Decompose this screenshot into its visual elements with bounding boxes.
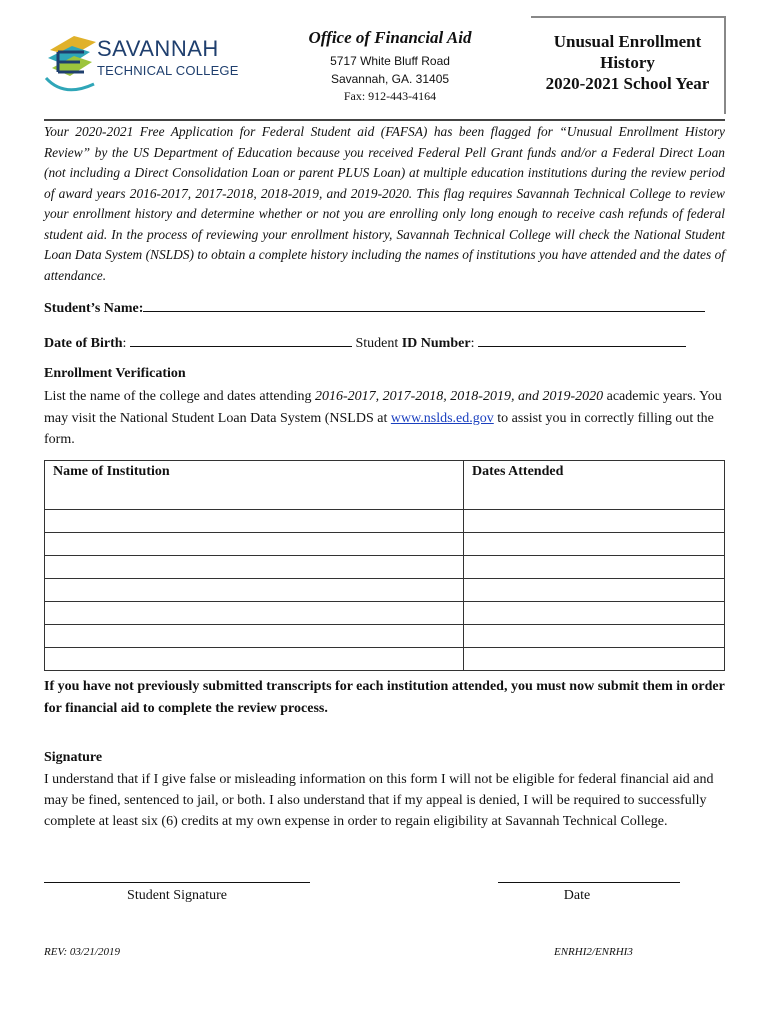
intro-paragraph: Your 2020-2021 Free Application for Federal Student aid (FAFSA) has been flagged for “Unusual Enrollment History Review” by the US Department of Education because you received Federal Pell Grant funds and/or a Federal Direct Loan (not including a Direct Consolidation Loan or parent PLUS Loan) at multiple education institutions during the review period of award years 2016-2017, 2017-2018, 2018-2019, and 2019-2020. This flag requires Savannah Technical College to review your enrollment history and determine whether or not you are enrolling only long enough to receive cash refunds of federal student aid. In the process of reviewing your enrollment history, Savannah Technical College will check the National Student Loan Data System (NSLDS) to obtain a complete history including the names of institutions you have attended and the dates of attendance. <box>44 124 725 283</box>
dob-label: Date of Birth <box>44 336 123 351</box>
header-name-of-institution: Name of Institution <box>45 461 464 510</box>
signature-heading: Signature <box>44 750 103 765</box>
office-block <box>290 28 490 104</box>
student-id-label: ID Number <box>401 336 471 351</box>
enrollment-years: 2016-2017, 2017-2018, 2018-2019, and 2019-2020 <box>314 389 604 404</box>
nslds-link[interactable]: www.nslds.ed.gov <box>390 410 494 426</box>
table-row <box>45 648 725 671</box>
form-title-box <box>531 16 726 114</box>
institution-name-cell[interactable] <box>45 579 464 602</box>
table-row <box>45 579 725 602</box>
table-header-row <box>45 461 725 510</box>
office-address-line2: Savannah, GA. 31405 <box>330 72 450 86</box>
dob-input-line[interactable] <box>130 333 352 347</box>
institution-name-cell[interactable] <box>45 602 464 625</box>
table-row <box>45 533 725 556</box>
dates-attended-cell[interactable] <box>464 579 725 602</box>
institution-name-cell[interactable] <box>45 533 464 556</box>
student-id-input-line[interactable] <box>478 333 686 347</box>
form-code: ENRHI2/ENRHI3 <box>554 946 633 958</box>
institution-name-cell[interactable] <box>45 648 464 671</box>
signature-statement: I understand that if I give false or misleading information on this form I will not be eligible for federal financial aid and may be fined, sentenced to jail, or both. I also understand that if my appeal is denied, I will be required to successfully complete at least six (6) credits at my own expense in order to regain eligibility at Savannah Technical College. <box>44 772 714 829</box>
dates-attended-cell[interactable] <box>464 533 725 556</box>
logo-arc <box>46 78 94 90</box>
form-title-line1: Unusual Enrollment <box>553 32 702 51</box>
table-row <box>45 556 725 579</box>
enrollment-text-2: academic years. You may visit the National Student Loan Data System (NSLDS at <box>44 389 722 426</box>
office-fax: Fax: 912-443-4164 <box>343 89 437 103</box>
transcript-notice: If you have not previously submitted transcripts for each institution attended, you must now submit them in order for financial aid to complete the review process. <box>44 679 725 716</box>
header-divider <box>44 119 725 121</box>
student-id-prefix: Student <box>355 336 399 351</box>
enrollment-heading: Enrollment Verification <box>44 366 186 381</box>
header-dates-attended: Dates Attended <box>464 461 725 510</box>
institution-name-cell[interactable] <box>45 510 464 533</box>
dates-attended-cell[interactable] <box>464 510 725 533</box>
dob-and-id-fields: Date of Birth: Student ID Number: <box>44 333 686 352</box>
dates-attended-cell[interactable] <box>464 625 725 648</box>
enrollment-text-3: to assist you in correctly filling out the form. <box>44 410 714 447</box>
table-row <box>45 510 725 533</box>
student-signature-label: Student Signature <box>127 888 227 903</box>
student-signature-line[interactable] <box>44 882 310 883</box>
date-line[interactable] <box>498 882 680 883</box>
enrollment-instructions <box>44 386 725 451</box>
institution-name-cell[interactable] <box>45 625 464 648</box>
student-name-label: Student’s Name <box>44 301 139 316</box>
college-name: SAVANNAH <box>97 36 219 61</box>
form-title-line2: History <box>600 53 655 72</box>
institution-name-cell[interactable] <box>45 556 464 579</box>
institution-table <box>44 460 725 671</box>
dates-attended-cell[interactable] <box>464 602 725 625</box>
enrollment-text-1: List the name of the college and dates attending <box>44 389 315 404</box>
revision-date: REV: 03/21/2019 <box>44 946 120 958</box>
student-name-input-line[interactable] <box>143 298 705 312</box>
student-name-field[interactable]: Student’s Name: <box>44 298 705 317</box>
table-row <box>45 602 725 625</box>
dates-attended-cell[interactable] <box>464 556 725 579</box>
date-label: Date <box>563 888 591 903</box>
table-row <box>45 625 725 648</box>
dates-attended-cell[interactable] <box>464 648 725 671</box>
form-title-line3: 2020-2021 School Year <box>545 74 710 93</box>
office-title: Office of Financial Aid <box>308 28 472 47</box>
college-subtitle: TECHNICAL COLLEGE <box>97 63 239 78</box>
office-address-line1: 5717 White Bluff Road <box>330 54 450 68</box>
